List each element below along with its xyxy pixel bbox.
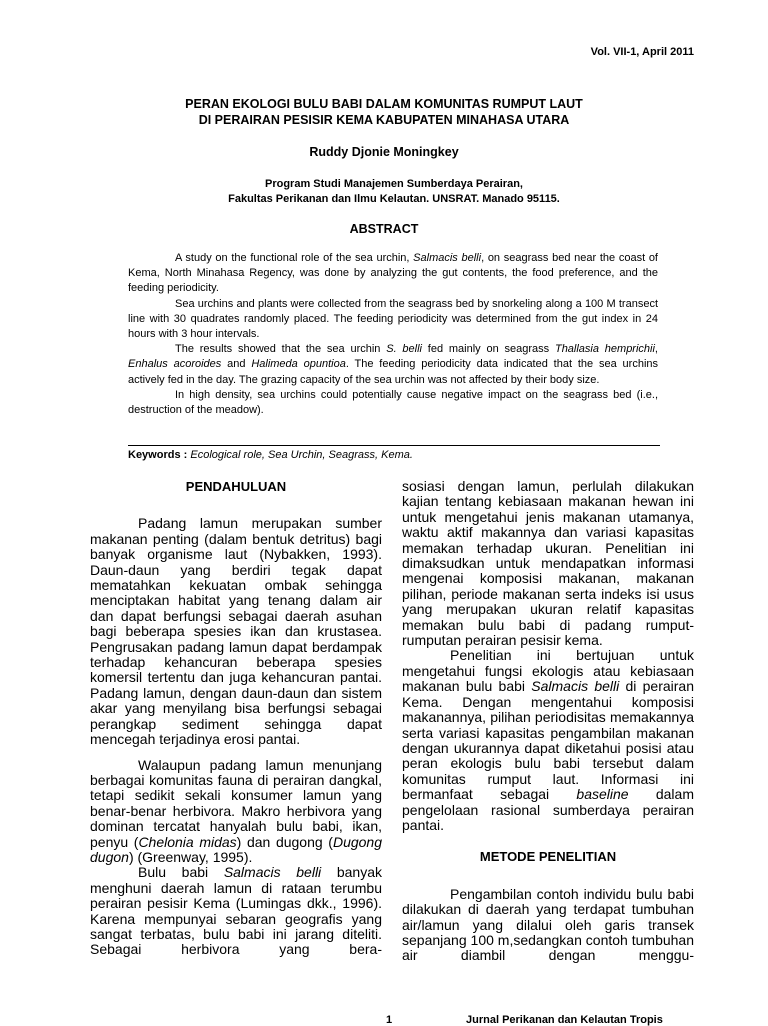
- abstract-paragraph: Sea urchins and plants were collected from the seagrass bed by snorkeling along a 100 M transect line with 30 quadrates randomly placed. The feeding periodicity was determined from the gut index in 24 hours with 3 hour intervals.: [128, 297, 658, 341]
- author-name: Ruddy Djonie Moningkey: [309, 145, 459, 159]
- species-name: Dugong dugon: [90, 833, 382, 865]
- species-name: Salmacis belli: [413, 252, 482, 264]
- abstract-paragraph: In high density, sea urchins could potentially cause negative impact on the seagrass bed (i.e., destruction of the meadow).: [128, 388, 658, 417]
- body-paragraph: [90, 865, 382, 957]
- abstract-body: [128, 251, 658, 418]
- section-heading-metode: METODE PENELITIAN: [479, 849, 617, 865]
- separator-rule: [128, 445, 660, 446]
- abstract-text: The results showed that the sea urchin: [175, 343, 387, 356]
- abstract-paragraph: [128, 251, 658, 297]
- journal-name: Jurnal Perikanan dan Kelautan Tropis: [466, 1014, 663, 1026]
- body-text: banyak menghuni daerah lamun di rataan terumbu perairan pesisir Kema (Lumingas dkk., 1996). Karena mempunyai sebaran geografis yang sangat terbatas, bulu babi ini jarang diteliti. Sebagai herbivora yang bera-: [90, 864, 382, 958]
- title-line-2: DI PERAIRAN PESISIR KEMA KABUPATEN MINAHASA UTARA: [198, 113, 570, 127]
- species-name: Salmacis belli: [531, 678, 620, 695]
- species-name: Halimeda opuntioa: [251, 358, 346, 371]
- species-name: Chelonia midas: [138, 833, 237, 850]
- abstract-text: , on seagrass bed near the coast of Kema, North Minahasa Regency, was done by analyzing the gut contents, the food preference, and the feeding periodicity.: [128, 252, 658, 295]
- right-column: [402, 479, 694, 964]
- body-text: ) (Greenway, 1995).: [128, 848, 253, 865]
- body-paragraph: Padang lamun merupakan sumber makanan penting (dalam bentuk detritus) bagi banyak organisme laut (Nybakken, 1993). Daun-daun yang berdiri tegak dapat mematahkan kekuatan ombak sehingga menciptakan habitat yang tenang dalam air dan dapat berfungsi sebagai daerah asuhan bagi beberapa spesies ikan dan krustasea. Pengrusakan padang lamun dapat berdampak terhadap kehancuran beberapa spesies komersil tertentu dan juga kehancuran pantai. Padang lamun, dengan daun-daun dan sistem akar yang menyilang bisa berfungsi sebagai perangkap sediment sehingga dapat mencegah terjadinya erosi pantai.: [90, 515, 382, 748]
- title-line-1: PERAN EKOLOGI BULU BABI DALAM KOMUNITAS RUMPUT LAUT: [185, 97, 583, 111]
- body-text: Bulu babi: [138, 864, 224, 881]
- abstract-text: ,: [654, 343, 658, 356]
- abstract-paragraph: [128, 342, 658, 388]
- abstract-heading: ABSTRACT: [349, 222, 419, 236]
- body-paragraph: [90, 758, 382, 866]
- abstract-text: and: [221, 358, 252, 371]
- keywords: [128, 449, 413, 461]
- affiliation-line-2: Fakultas Perikanan dan Ilmu Kelautan. UNSRAT. Manado 95115.: [228, 193, 560, 205]
- body-text: Penelitian ini bertujuan untuk mengetahui fungsi ekologis atau kebiasaan makanan bulu babi: [402, 647, 694, 695]
- species-name: Salmacis belli: [223, 864, 322, 881]
- affiliation-line-1: Program Studi Manajemen Sumberdaya Perairan,: [265, 178, 523, 190]
- body-text: di perairan Kema. Dengan mengentahui komposisi makanannya, pilihan periodisitas memakannya serta variasi kapasitas pengambilan makanan dengan ukurannya dapat diketahui posisi atau peran ekologis bulu babi tersebut dalam komunitas rumput laut. Informasi ini bermanfaat sebagai: [402, 678, 694, 803]
- keywords-value: Ecological role, Sea Urchin, Seagrass, Kema.: [190, 449, 413, 461]
- body-text: dalam pengelolaan rasional sumberdaya perairan pantai.: [402, 786, 694, 833]
- species-name: Thallasia hemprichii: [554, 343, 655, 356]
- species-name: Enhalus acoroides: [128, 358, 222, 371]
- body-paragraph: sosiasi dengan lamun, perlulah dilakukan kajian tentang kebiasaan makanan hewan ini untuk mengetahui jenis makanan utamanya, waktu aktif makannya dan variasi kapasitas memakan terhadap ukuran. Penelitian ini dimaksudkan untuk mendapatkan informasi mengenai komposisi makanan, makanan pilihan, periode makanan serta indeks isi usus yang merupakan ukuran relatif kapasitas memakan bulu babi di padang rumput-rumputan perairan pesisir kema.: [402, 478, 694, 649]
- body-paragraph: Pengambilan contoh individu bulu babi dilakukan di daerah yang terdapat tumbuhan air/lamun yang dilalui oleh garis transek sepanjang 100 m,sedangkan contoh tumbuhan air diambil dengan menggu-: [402, 885, 694, 964]
- body-text: ) dan dugong (: [236, 833, 333, 850]
- volume-label: Vol. VII-1, April 2011: [590, 46, 694, 58]
- abstract-text: . The feeding periodicity data indicated that the sea urchins actively fed in the day. The grazing capacity of the sea urchin was not affected by their body size.: [128, 358, 659, 386]
- italic-term: baseline: [576, 786, 629, 803]
- keywords-label: Keywords :: [128, 449, 188, 461]
- body-text: Walaupun padang lamun menunjang berbagai komunitas fauna di perairan dangkal, tetapi sedikit sekali konsumer lamun yang benar-benar herbivora. Makro herbivora yang dominan tercatat hanyalah bulu babi, ikan, penyu (: [90, 756, 382, 850]
- left-column: [90, 479, 382, 958]
- paper-title: [0, 96, 768, 128]
- body-paragraph: [402, 648, 694, 833]
- abstract-text: fed mainly on seagrass: [422, 343, 555, 356]
- abstract-text: A study on the functional role of the sea urchin,: [175, 252, 414, 264]
- affiliation: [0, 177, 768, 207]
- section-heading-pendahuluan: PENDAHULUAN: [185, 479, 287, 494]
- species-name: S. belli: [386, 343, 422, 356]
- page-number: 1: [386, 1014, 393, 1026]
